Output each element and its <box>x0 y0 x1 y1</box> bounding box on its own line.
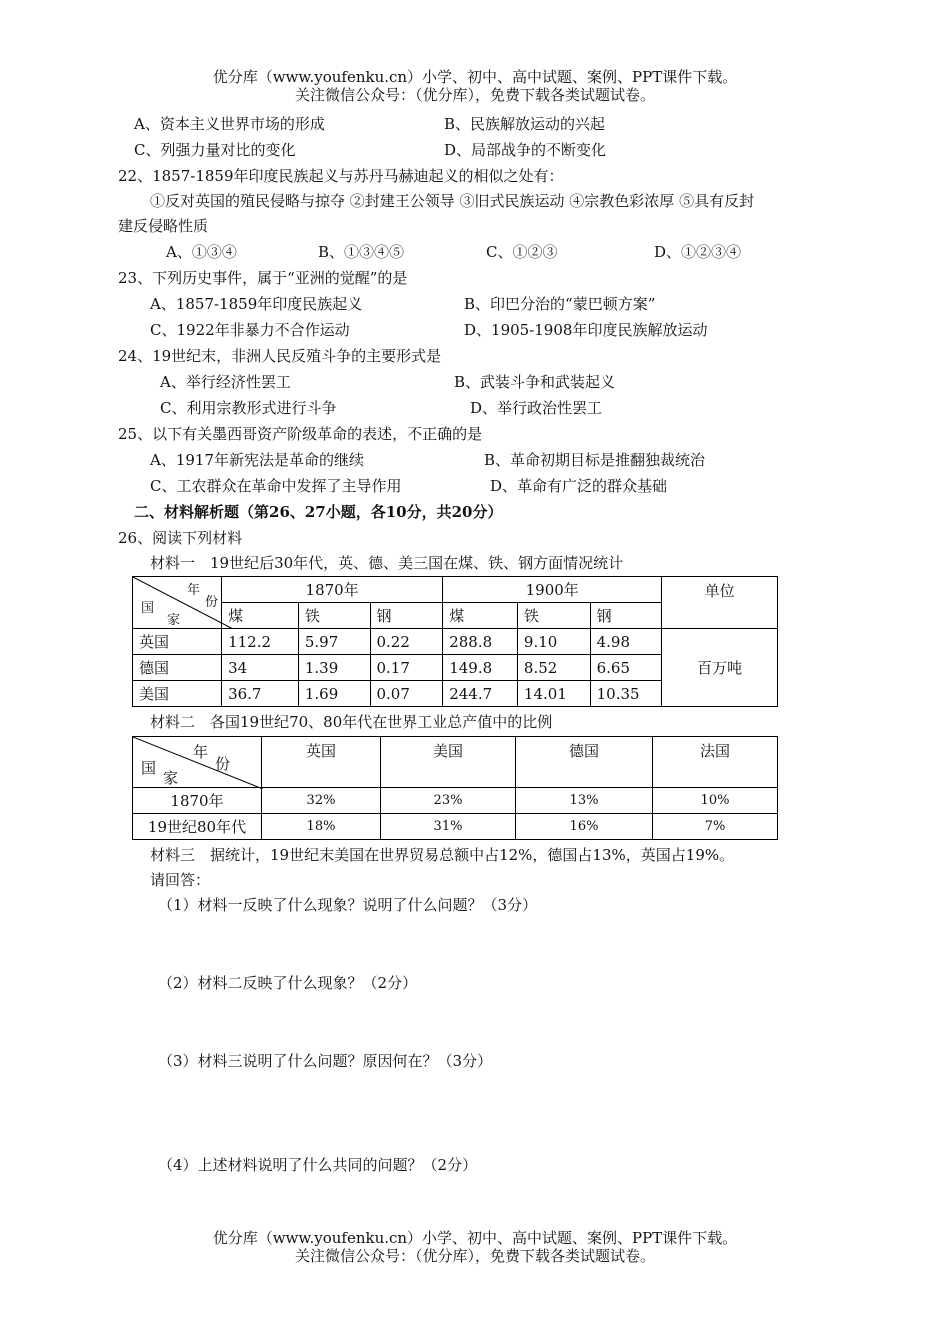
q21-option-a: A、资本主义世界市场的形成 <box>134 115 325 133</box>
table2-corner-guo: 国 <box>141 759 157 777</box>
q24-stem: 24、19世纪末，非洲人民反殖斗争的主要形式是 <box>118 347 442 365</box>
table1-country: 美国 <box>133 681 222 707</box>
q23-option-a: A、1857-1859年印度民族起义 <box>150 295 363 313</box>
table1-unit-value: 百万吨 <box>662 629 778 707</box>
q25-option-a: A、1917年新宪法是革命的继续 <box>150 451 365 469</box>
table2-cell: 16% <box>516 814 653 840</box>
q22-option-d: D、①②③④ <box>654 243 742 261</box>
q25-option-d: D、革命有广泛的群众基础 <box>490 477 668 495</box>
q22-option-b: B、①③④⑤ <box>318 243 405 261</box>
q23-option-c: C、1922年非暴力不合作运动 <box>150 321 350 339</box>
footer-line-1: 优分库（www.youfenku.cn）小学、初中、高中试题、案例、PPT课件下载。 <box>212 1229 738 1247</box>
table2-cell: 23% <box>381 788 516 814</box>
table2-corner-year: 年 <box>193 743 209 761</box>
q26-stem: 26、阅读下列材料 <box>118 529 243 547</box>
table2-corner <box>133 737 262 788</box>
q25-option-c: C、工农群众在革命中发挥了主导作用 <box>150 477 402 495</box>
table-material-2 <box>132 736 778 840</box>
table1-cell: 4.98 <box>590 629 662 655</box>
table1-cell: 8.52 <box>517 655 590 681</box>
table1-sub-steel: 钢 <box>590 603 662 629</box>
q26-sub-4: （4）上述材料说明了什么共同的问题？（2分） <box>158 1156 478 1174</box>
table2-col-fr: 法国 <box>653 737 778 788</box>
table1-cell: 6.65 <box>590 655 662 681</box>
table1-cell: 5.97 <box>298 629 370 655</box>
table1-cell: 0.07 <box>370 681 443 707</box>
table1-corner <box>133 577 222 629</box>
table1-cell: 14.01 <box>517 681 590 707</box>
table1-cell: 149.8 <box>443 655 518 681</box>
table2-cell: 18% <box>262 814 381 840</box>
q24-option-c: C、利用宗教形式进行斗争 <box>160 399 337 417</box>
table1-country: 英国 <box>133 629 222 655</box>
q22-option-a: A、①③④ <box>166 243 237 261</box>
table-row <box>133 814 778 840</box>
table1-corner-fen: 份 <box>205 595 219 610</box>
table1-cell: 244.7 <box>443 681 518 707</box>
q24-option-d: D、举行政治性罢工 <box>470 399 603 417</box>
table1-corner-guo: 国 <box>141 601 155 616</box>
q26-sub-3: （3）材料三说明了什么问题？原因何在？（3分） <box>158 1052 493 1070</box>
q22-stem-3: 建反侵略性质 <box>118 217 209 235</box>
table2-col-us: 美国 <box>381 737 516 788</box>
table2-cell: 7% <box>653 814 778 840</box>
table-row <box>133 629 778 655</box>
q24-option-b: B、武装斗争和武装起义 <box>454 373 616 391</box>
q22-option-c: C、①②③ <box>486 243 558 261</box>
table1-header-1900: 1900年 <box>443 577 662 603</box>
table1-sub-iron: 铁 <box>298 603 370 629</box>
table2-corner-jia: 家 <box>163 769 179 787</box>
table-row <box>133 788 778 814</box>
table1-corner-jia: 家 <box>167 613 181 628</box>
material-1-title: 材料一 19世纪后30年代，英、德、美三国在煤、铁、钢方面情况统计 <box>150 554 624 572</box>
table1-header-1870: 1870年 <box>222 577 443 603</box>
table2-row-label: 19世纪80年代 <box>133 814 262 840</box>
table2-cell: 10% <box>653 788 778 814</box>
table1-cell: 9.10 <box>517 629 590 655</box>
table1-cell: 1.69 <box>298 681 370 707</box>
table1-corner-year: 年 <box>187 583 201 598</box>
section-2-title: 二、材料解析题（第26、27小题，各10分，共20分） <box>134 503 503 521</box>
table1-sub-steel: 钢 <box>370 603 443 629</box>
table1-country: 德国 <box>133 655 222 681</box>
q21-option-c: C、列强力量对比的变化 <box>134 141 296 159</box>
table1-cell: 112.2 <box>222 629 299 655</box>
table1-header-unit: 单位 <box>662 577 778 629</box>
table1-cell: 1.39 <box>298 655 370 681</box>
table1-cell: 36.7 <box>222 681 299 707</box>
q26-sub-1: （1）材料一反映了什么现象？说明了什么问题？（3分） <box>158 896 538 914</box>
table2-cell: 32% <box>262 788 381 814</box>
table1-cell: 34 <box>222 655 299 681</box>
q21-option-d: D、局部战争的不断变化 <box>444 141 607 159</box>
table-material-1 <box>132 576 778 707</box>
table1-cell: 0.17 <box>370 655 443 681</box>
table1-sub-coal: 煤 <box>222 603 299 629</box>
q22-stem-2: ①反对英国的殖民侵略与掠夺 ②封建王公领导 ③旧式民族运动 ④宗教色彩浓厚 ⑤具有反封 <box>150 192 755 210</box>
table2-col-de: 德国 <box>516 737 653 788</box>
table2-row-label: 1870年 <box>133 788 262 814</box>
footer-line-2: 关注微信公众号：（优分库），免费下载各类试题试卷。 <box>294 1247 655 1265</box>
table2-col-uk: 英国 <box>262 737 381 788</box>
table2-corner-fen: 份 <box>215 755 231 773</box>
table1-sub-coal: 煤 <box>443 603 518 629</box>
material-3: 材料三 据统计，19世纪末美国在世界贸易总额中占12%，德国占13%，英国占19%。 <box>150 846 735 864</box>
table1-cell: 288.8 <box>443 629 518 655</box>
q24-option-a: A、举行经济性罢工 <box>160 373 291 391</box>
q23-option-d: D、1905-1908年印度民族解放运动 <box>464 321 708 339</box>
q26-sub-2: （2）材料二反映了什么现象？（2分） <box>158 974 418 992</box>
table1-cell: 0.22 <box>370 629 443 655</box>
q25-option-b: B、革命初期目标是推翻独裁统治 <box>484 451 706 469</box>
material-2-title: 材料二 各国19世纪70、80年代在世界工业总产值中的比例 <box>150 713 553 731</box>
q21-option-b: B、民族解放运动的兴起 <box>444 115 606 133</box>
q23-option-b: B、印巴分治的“蒙巴顿方案” <box>464 295 656 313</box>
table1-sub-iron: 铁 <box>517 603 590 629</box>
table1-cell: 10.35 <box>590 681 662 707</box>
table2-cell: 31% <box>381 814 516 840</box>
header-line-2: 关注微信公众号：（优分库），免费下载各类试题试卷。 <box>294 86 655 104</box>
q22-stem: 22、1857-1859年印度民族起义与苏丹马赫迪起义的相似之处有： <box>118 167 564 185</box>
q26-ask: 请回答： <box>150 871 211 889</box>
table2-cell: 13% <box>516 788 653 814</box>
q23-stem: 23、下列历史事件，属于“亚洲的觉醒”的是 <box>118 269 408 287</box>
header-line-1: 优分库（www.youfenku.cn）小学、初中、高中试题、案例、PPT课件下载。 <box>212 68 738 86</box>
q25-stem: 25、以下有关墨西哥资产阶级革命的表述，不正确的是 <box>118 425 483 443</box>
